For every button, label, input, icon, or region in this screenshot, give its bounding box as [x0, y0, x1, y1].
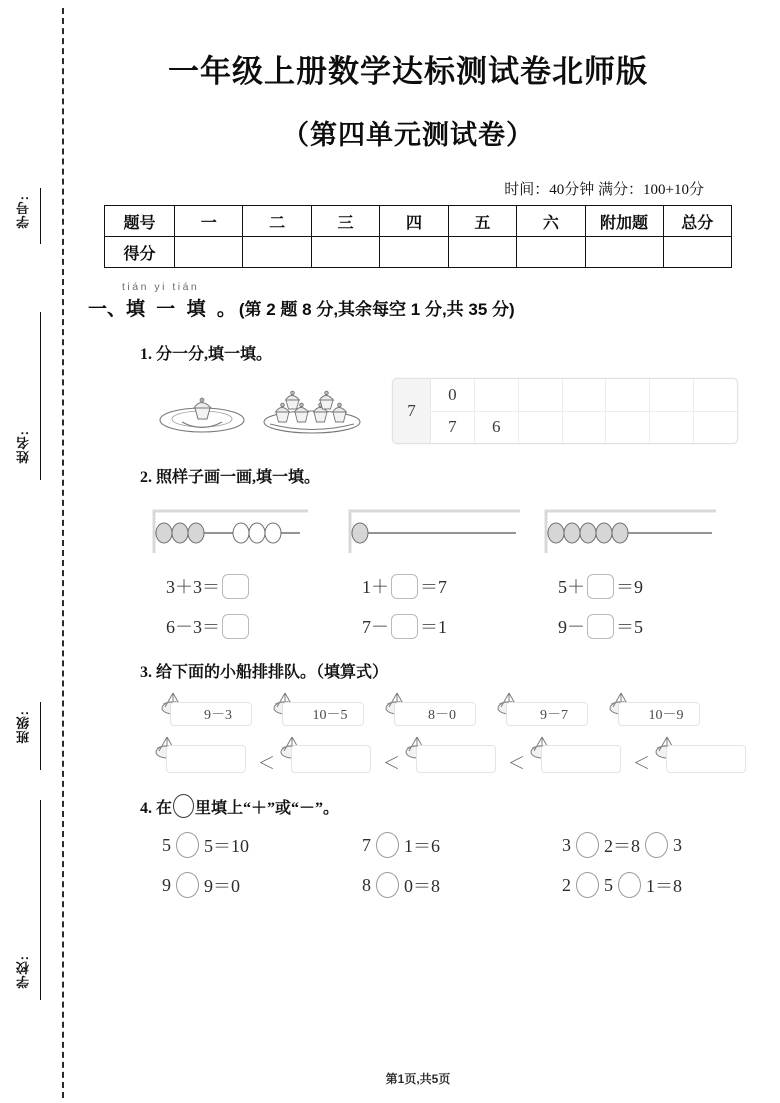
score-table-col-bonus: 附加题	[585, 206, 663, 237]
boat-expression-row	[156, 696, 746, 726]
equation-2-1-left: 6－3＝	[166, 617, 220, 637]
score-table-col-5: 五	[448, 206, 516, 237]
boat-answer-row	[154, 740, 754, 774]
score-table-col-total: 总分	[663, 206, 731, 237]
question-3-title	[140, 659, 738, 682]
equation-1-3-right: ＝9	[616, 577, 643, 597]
decomp-bottom-cell-1[interactable]: 7	[431, 412, 475, 444]
score-table	[104, 205, 732, 268]
decomp-top-cell-7[interactable]	[694, 379, 737, 411]
equation-2-1-blank[interactable]	[222, 614, 249, 639]
less-than-symbol-2: ＜	[383, 753, 400, 773]
operator-expression-1-2[interactable]	[348, 832, 548, 858]
decomp-top-cell-4[interactable]	[563, 379, 607, 411]
decomposition-grid	[431, 379, 737, 443]
less-than-symbol-3: ＜	[508, 753, 525, 773]
operator-expression-2-2[interactable]	[348, 872, 548, 898]
boat-expression-5: 10－9	[618, 702, 700, 726]
op-2-3-part-c: 1＝8	[646, 876, 682, 896]
operator-expression-2-3[interactable]	[548, 872, 748, 898]
score-table-col-4: 四	[380, 206, 448, 237]
score-table-col-6: 六	[517, 206, 585, 237]
equation-1-3[interactable]	[540, 573, 736, 599]
question-1-number: 1.	[140, 346, 152, 363]
equation-2-2[interactable]	[344, 613, 540, 639]
section-one-note: (第 2 题 8 分,其余每空 1 分,共 35 分)	[238, 300, 515, 319]
section-one-label: 填 一 填 。	[126, 299, 239, 320]
op-2-2-part-b: 0＝8	[404, 876, 440, 896]
op-1-1-part-b: 5＝10	[204, 836, 249, 856]
question-1-title	[140, 341, 738, 364]
decomposition-row-bottom	[431, 412, 737, 444]
boat-tag-1	[156, 696, 268, 726]
score-cell-1[interactable]	[175, 237, 243, 268]
equation-1-2[interactable]	[344, 573, 540, 599]
op-2-3-circle-2[interactable]	[618, 872, 641, 898]
score-table-header-row	[105, 206, 732, 237]
op-1-3-part-a: 3	[562, 834, 571, 855]
score-table-score-row	[105, 237, 732, 268]
boat-expression-1: 9－3	[170, 702, 252, 726]
field-label-school: 学校:	[16, 955, 31, 989]
boat-answer-slot-3[interactable]	[404, 740, 502, 774]
decomp-bottom-cell-2[interactable]: 6	[475, 412, 519, 444]
counting-frames-row	[148, 503, 738, 559]
question-2-equations-row-1	[148, 573, 738, 599]
op-2-3-part-a: 2	[562, 874, 571, 895]
question-1-text: 分一分,填一填。	[156, 346, 273, 363]
question-4-number: 4.	[140, 800, 152, 817]
cupcake-plates-illustration	[156, 386, 366, 436]
counting-frame-1[interactable]	[148, 503, 344, 559]
boat-answer-slot-4[interactable]	[529, 740, 627, 774]
decomposition-total: 7	[393, 379, 431, 443]
boat-answer-box-4[interactable]	[541, 745, 621, 773]
op-1-3-circle-2[interactable]	[645, 832, 668, 858]
decomp-bottom-cell-7[interactable]	[694, 412, 737, 444]
op-1-1-part-a: 5	[162, 834, 171, 855]
boat-tag-5	[604, 696, 716, 726]
plate-six-cupcakes-icon	[258, 386, 366, 436]
field-label-class: 班级:	[16, 710, 31, 744]
op-2-1-part-a: 9	[162, 874, 171, 895]
equation-1-3-blank[interactable]	[587, 574, 614, 599]
field-line-class	[40, 702, 41, 770]
decomp-top-cell-5[interactable]	[606, 379, 650, 411]
dashed-fold-line	[62, 8, 64, 1098]
boat-tag-4	[492, 696, 604, 726]
decomp-top-cell-1[interactable]: 0	[431, 379, 475, 411]
section-one-pinyin: tián yi tián	[122, 281, 200, 293]
decomposition-row-top	[431, 379, 737, 412]
operator-expression-2-1[interactable]	[148, 872, 348, 898]
field-line-name	[40, 312, 41, 480]
equation-2-1[interactable]	[148, 613, 344, 639]
equation-2-2-blank[interactable]	[391, 614, 418, 639]
operator-expression-1-1[interactable]	[148, 832, 348, 858]
question-2-title	[140, 464, 738, 487]
op-1-3-part-c: 3	[673, 834, 682, 855]
score-cell-total[interactable]	[663, 237, 731, 268]
decomp-top-cell-3[interactable]	[519, 379, 563, 411]
equation-1-1-left: 3＋3＝	[166, 577, 220, 597]
decomp-bottom-cell-5[interactable]	[606, 412, 650, 444]
counting-frame-2[interactable]	[344, 503, 540, 559]
op-1-1-circle-1[interactable]	[176, 832, 199, 858]
equation-2-3-blank[interactable]	[587, 614, 614, 639]
boat-tag-3	[380, 696, 492, 726]
answer-sheet-margin-rail	[0, 0, 96, 1103]
score-table-row-label-score: 得分	[105, 237, 175, 268]
boat-expression-4: 9－7	[506, 702, 588, 726]
page-subtitle: （第四单元测试卷）	[282, 120, 534, 150]
section-one-index: 一、	[88, 299, 127, 320]
equation-2-2-right: ＝1	[420, 617, 447, 637]
number-decomposition-table	[392, 378, 738, 444]
decomp-bottom-cell-3[interactable]	[519, 412, 563, 444]
decomp-top-cell-6[interactable]	[650, 379, 694, 411]
equation-1-2-blank[interactable]	[391, 574, 418, 599]
op-2-3-part-b: 5	[604, 874, 613, 895]
decomp-bottom-cell-6[interactable]	[650, 412, 694, 444]
boat-answer-slot-5[interactable]	[654, 740, 752, 774]
equation-1-3-left: 5＋	[558, 577, 585, 597]
operator-circle-icon	[173, 794, 194, 818]
field-label-student-id: 学号:	[16, 195, 31, 229]
question-2-number: 2.	[140, 469, 152, 486]
decomp-bottom-cell-4[interactable]	[563, 412, 607, 444]
op-1-2-part-b: 1＝6	[404, 836, 440, 856]
exam-meta-info: 时间：40分钟 满分：100+10分	[504, 182, 704, 198]
boat-answer-slot-1[interactable]	[154, 740, 252, 774]
op-2-2-circle-1[interactable]	[376, 872, 399, 898]
question-3-text: 给下面的小船排排队。（填算式）	[156, 664, 389, 681]
score-cell-bonus[interactable]	[585, 237, 663, 268]
operator-expression-1-3[interactable]	[548, 832, 748, 858]
equation-1-1[interactable]	[148, 573, 344, 599]
question-4-row-1	[148, 832, 748, 858]
equation-2-3-left: 9－	[558, 617, 585, 637]
decomp-top-cell-2[interactable]	[475, 379, 519, 411]
op-2-1-part-b: 9＝0	[204, 876, 240, 896]
score-table-col-1: 一	[175, 206, 243, 237]
boat-answer-box-1[interactable]	[166, 745, 246, 773]
boat-tag-2	[268, 696, 380, 726]
score-cell-6[interactable]	[517, 237, 585, 268]
score-cell-4[interactable]	[380, 237, 448, 268]
field-line-school	[40, 800, 41, 1000]
question-4-title	[140, 794, 738, 818]
section-one-heading	[88, 281, 738, 321]
op-2-2-part-a: 8	[362, 874, 371, 895]
boat-answer-slot-2[interactable]	[279, 740, 377, 774]
page-footer: 第1页,共5页	[385, 1072, 451, 1086]
score-cell-3[interactable]	[311, 237, 379, 268]
equation-1-1-blank[interactable]	[222, 574, 249, 599]
op-2-1-circle-1[interactable]	[176, 872, 199, 898]
field-line-student-id	[40, 188, 41, 244]
question-4-text-before: 在	[156, 800, 173, 817]
less-than-symbol-4: ＜	[633, 753, 650, 773]
boat-expression-3: 8－0	[394, 702, 476, 726]
score-cell-2[interactable]	[243, 237, 311, 268]
plate-one-cupcake-icon	[156, 390, 248, 436]
op-1-2-part-a: 7	[362, 834, 371, 855]
op-1-3-circle-1[interactable]	[576, 832, 599, 858]
op-1-2-circle-1[interactable]	[376, 832, 399, 858]
page-title: 一年级上册数学达标测试卷北师版	[168, 54, 648, 89]
equation-1-2-right: ＝7	[420, 577, 447, 597]
equation-1-2-left: 1＋	[362, 577, 389, 597]
less-than-symbol-1: ＜	[258, 753, 275, 773]
equation-2-3-right: ＝5	[616, 617, 643, 637]
boat-answer-box-2[interactable]	[291, 745, 371, 773]
counting-frame-3[interactable]	[540, 503, 736, 559]
question-4-row-2	[148, 872, 748, 898]
question-2-text: 照样子画一画,填一填。	[156, 469, 321, 486]
question-4-text-after: 里填上“＋”或“－”。	[195, 800, 340, 817]
boat-answer-box-5[interactable]	[666, 745, 746, 773]
score-cell-5[interactable]	[448, 237, 516, 268]
field-label-name: 姓名:	[16, 430, 31, 464]
question-2-equations-row-2	[148, 613, 738, 639]
score-table-col-3: 三	[311, 206, 379, 237]
question-3-number: 3.	[140, 664, 152, 681]
equation-2-3[interactable]	[540, 613, 736, 639]
equation-2-2-left: 7－	[362, 617, 389, 637]
score-table-row-label-question: 题号	[105, 206, 175, 237]
exam-sheet	[88, 0, 780, 1103]
score-table-col-2: 二	[243, 206, 311, 237]
boat-expression-2: 10－5	[282, 702, 364, 726]
boat-answer-box-3[interactable]	[416, 745, 496, 773]
question-1-body	[156, 378, 738, 444]
op-2-3-circle-1[interactable]	[576, 872, 599, 898]
op-1-3-part-b: 2＝8	[604, 836, 640, 856]
